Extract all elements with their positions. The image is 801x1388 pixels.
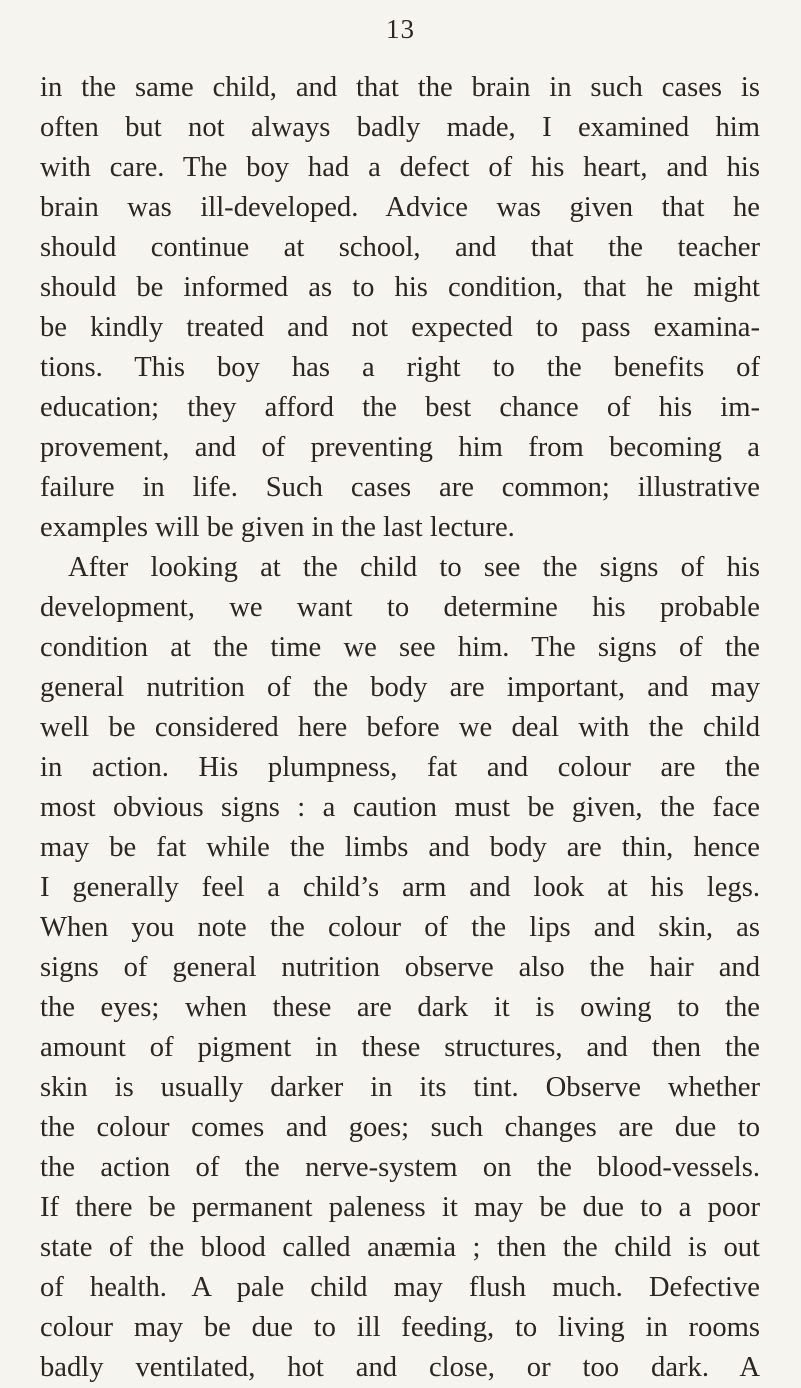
paragraph-start-line: After looking at the child to see the signs of his: [68, 552, 760, 583]
text-line: badly ventilated, hot and close, or too dark. A: [40, 1352, 760, 1383]
text-line: tions. This boy has a right to the benefits of: [40, 352, 760, 383]
text-line: signs of general nutrition observe also the hair and: [40, 952, 760, 983]
text-line: may be fat while the limbs and body are thin, hence: [40, 832, 760, 863]
paragraph-end-line: examples will be given in the last lecture.: [40, 512, 515, 543]
text-line: in action. His plumpness, fat and colour are the: [40, 752, 760, 783]
text-line: amount of pigment in these structures, and then the: [40, 1032, 760, 1063]
text-line: When you note the colour of the lips and skin, as: [40, 912, 760, 943]
text-line: provement, and of preventing him from becoming a: [40, 432, 760, 463]
text-line: the eyes; when these are dark it is owing to the: [40, 992, 760, 1023]
text-line: skin is usually darker in its tint. Observe whether: [40, 1072, 760, 1103]
text-line: failure in life. Such cases are common; illustrative: [40, 472, 760, 503]
text-line: development, we want to determine his probable: [40, 592, 760, 623]
text-line: be kindly treated and not expected to pass examina-: [40, 312, 760, 343]
text-line: most obvious signs : a caution must be given, the face: [40, 792, 760, 823]
text-line: should continue at school, and that the teacher: [40, 232, 760, 263]
text-line: should be informed as to his condition, that he might: [40, 272, 760, 303]
text-line: If there be permanent paleness it may be due to a poor: [40, 1192, 760, 1223]
text-line: I generally feel a child’s arm and look at his legs.: [40, 872, 760, 903]
body-text: [40, 68, 760, 1388]
text-line: education; they afford the best chance of his im-: [40, 392, 760, 423]
text-line: general nutrition of the body are important, and may: [40, 672, 760, 703]
text-line: condition at the time we see him. The signs of the: [40, 632, 760, 663]
text-line: with care. The boy had a defect of his heart, and his: [40, 152, 760, 183]
text-line: of health. A pale child may flush much. Defective: [40, 1272, 760, 1303]
text-line: the action of the nerve-system on the blood-vessels.: [40, 1152, 760, 1183]
text-line: in the same child, and that the brain in such cases is: [40, 72, 760, 103]
text-line: often but not always badly made, I examined him: [40, 112, 760, 143]
text-line: colour may be due to ill feeding, to living in rooms: [40, 1312, 760, 1343]
text-line: brain was ill-developed. Advice was given that he: [40, 192, 760, 223]
page-number: 13: [386, 14, 415, 44]
text-line: the colour comes and goes; such changes are due to: [40, 1112, 760, 1143]
text-line: well be considered here before we deal with the child: [40, 712, 760, 743]
text-line: state of the blood called anæmia ; then the child is out: [40, 1232, 760, 1263]
